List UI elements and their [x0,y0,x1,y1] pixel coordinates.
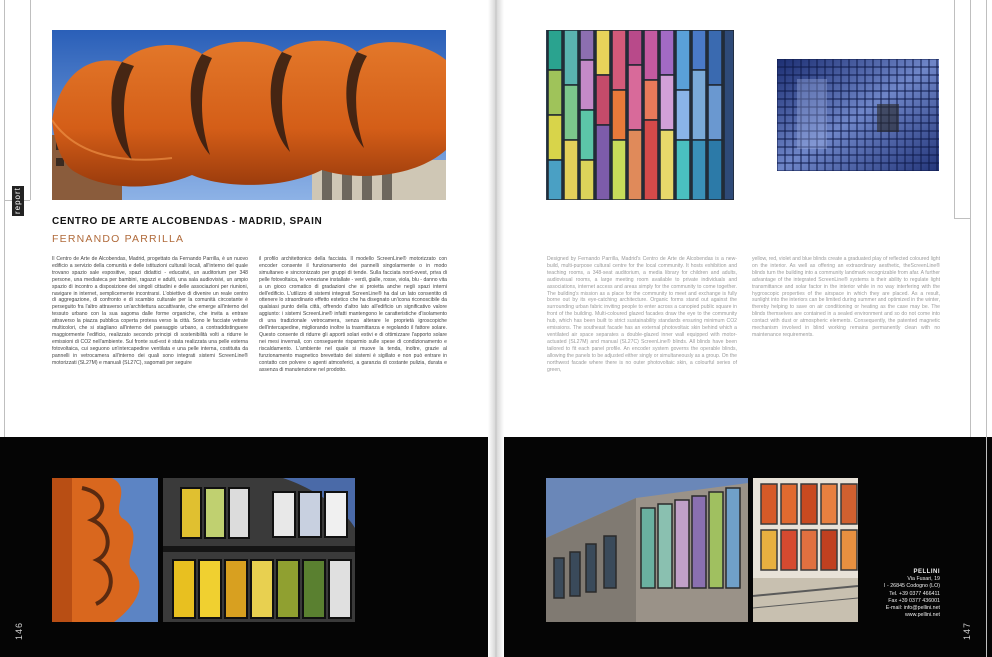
page-number-right: 147 [962,621,972,640]
frame-line [954,0,955,218]
contact-email[interactable]: E-mail: info@pellini.net [885,605,940,612]
report-tag-label: report [13,187,22,214]
italian-text-column-1 [52,256,248,367]
contact-block [860,569,940,619]
contact-city: I - 26845 Codogno (LO) [884,583,940,590]
colored-glass-photo [546,30,734,200]
frame-line [30,0,31,200]
interior-red-blinds-photo [753,478,858,622]
interior-colored-panels-photo [163,478,355,622]
contact-fax: Fax +39 0377 436001 [888,597,940,604]
building-exterior-photo [546,478,748,622]
hero-photo [52,30,446,200]
frame-line [970,0,971,437]
english-text-column-1 [547,256,737,373]
italian-paragraph-1: Il Centro de Arte de Alcobendas, Madrid, progettato da Fernando Parrilla, è un nuovo edificio a servizio della comunità e delle istituzioni culturali locali, all'interno del quale trovano spazio sale espositive, spazi didattici - educativi, un auditorium per 348 persone, una mediateca per bambini, ragazzi e adulti, una sala audiovisivi, un ampio spazio di incontro a disposizione dei singoli cittadini e delle associazioni per riunioni, navigare in internet, semplicemente incontrarsi. L'obiettivo di divenire un reale centro di aggregazione, di confronto e di scambio culturale per la comunità circostante è perseguito fra l'altro attraverso un'architettura accattivante, che emerge all'interno del tessuto urbano con la sua sagoma dalle forme organiche, che invita a entrare attraverso la piazza pubblica coperta protesa verso la città. Sono le facciate vetrate multicolori, che si stagliano all'interno del paesaggio urbano, a contraddistinguere maggiormente l'edificio, realizzato secondo principi di sostenibilità volti a ridurre le emissioni di CO2 nell'ambiente. Sul fronte sud-est è stata realizzata una pelle esterna fotovoltaica, cui seguono un'intercapedine ventilata e una pelle interna, costituita da pannelli in vetrocamera all'interno dei quali sono integrati sistemi ScreenLine® motorizzati (SL27M) e manuali (SL27C), sagomati per seguire [52,256,248,366]
frame-line [4,0,5,437]
english-paragraph-1: Designed by Fernando Parrilla, Madrid's Centro de Arte de Alcobendas is a new-build, multi-purpose cultural centre for the local community. It hosts exhibition and teaching rooms, a 348-seat auditorium, a media library for children and adults, audiovisual rooms, a large meeting room available to private individuals and associations, internet access and areas simply for the community to come together. The building's mission as a place for the community to meet and exchange is fully borne out by its eye-catching architecture. Organic forms stand out against the surrounding urban fabric inviting people to enter across a canopied public square in front of the building. Multi-coloured glazed facades draw the eye to the community hub, which has been built to strict sustainability standards ensuring minimum CO2 emissions. The southeast facade has an external photovoltaic skin behind which a ventilated air space separates a double-glazed inner wall equipped with motor-actuated (SL27M) and manual (SL27C) ScreenLine® blinds. All blinds have been tailored to fit each panel profile. An encoder system governs the operable blinds, allowing the panels to be adjusted either singly or simultaneously as a group. On the northwest facade where there is no outer photovoltaic skin, a colourful series of green, [547,256,737,373]
orange-facade-detail-photo [52,478,158,622]
brand-name: PELLINI [913,569,940,575]
page-number-left: 146 [14,621,24,640]
english-text-column-2 [752,256,940,339]
contact-tel: Tel. +39 0377 466411 [889,590,940,597]
article-title: CENTRO DE ARTE ALCOBENDAS - MADRID, SPAIN [52,216,323,227]
contact-website[interactable]: www.pellini.net [904,612,940,619]
italian-text-column-2 [259,256,447,373]
spine-gutter [488,0,504,657]
italian-paragraph-2: il profilo architettonico della facciata. Il modello ScreenLine® motorizzato con encoder consente il funzionamento dei pannelli singolarmente o in modo simultaneo e sincronizzato per gruppi di tende. Sulla facciata nord-ovest, priva di pelle fotovoltaica, le veneziane installate - verdi, gialle, rosse, viola, blu - danno vita a un gioco cromatico di gradazioni che si proietta anche negli spazi interni dell'edificio. L'utilizzo di sistemi integrati ScreenLine® ha dal un lato consentito di ottenere lo straordinario effetto estetico che ha disegnato un'icona riconoscibile da qualsiasi punto della città, offrendo d'altro lato all'edificio un significativo valore aggiunto: i sistemi ScreenLine® infatti mantengono le caratteristiche d'isolamento di una tradizionale vetrocamera, senza alterare le proprietà igroscopiche dell'intercapedine, migliorando inoltre la trasmittanza e regolando il fattore solare. Questo consente di ridurre gli apporti solari estivi e di ottimizzare l'apporto solare nei mesi invernali, con conseguente risparmio sulle spese di condizionamento e riscaldamento. L'ambiente nel quale si muove la tenda, inoltre, grazie al funzionamento magnetico brevettato dei sistemi è sigillato e non può entrare in contatto con polvere o agenti atmosferici, a garanzia di costante pulizia, durata e assenza di manutenzione nel prodotto. [259,256,447,373]
frame-line [954,218,970,219]
photovoltaic-facade-photo [777,59,939,171]
contact-address: Via Fusari, 19 [907,576,940,583]
frame-line [986,0,987,657]
architect-name: FERNANDO PARRILLA [52,233,185,245]
report-tag [12,186,24,216]
english-paragraph-2: yellow, red, violet and blue blinds create a graduated play of reflected coloured light on the interior. As well as offering an extraordinary aesthetic, theScreenLine® blinds turn the building into a community landmark recognizable from afar. A further advantage of the integrated ScreenLine® systems is their ability to regulate light transmittance and solar factor in the interior while in no way interfering with the hygroscopic properties of the airspace in which they are placed. As a result, sunlight into the interiors can be limited during summer and optimized in the winter, thereby helping to save on air conditioning or heating as the case may be. The blinds themselves are contained in a sealed environment and so do not come into contact with dust or atmospheric elements. Consequently, the patented magnetic mechanism involved in blind working remains permanently clean with no maintenance requirements. [752,256,940,338]
